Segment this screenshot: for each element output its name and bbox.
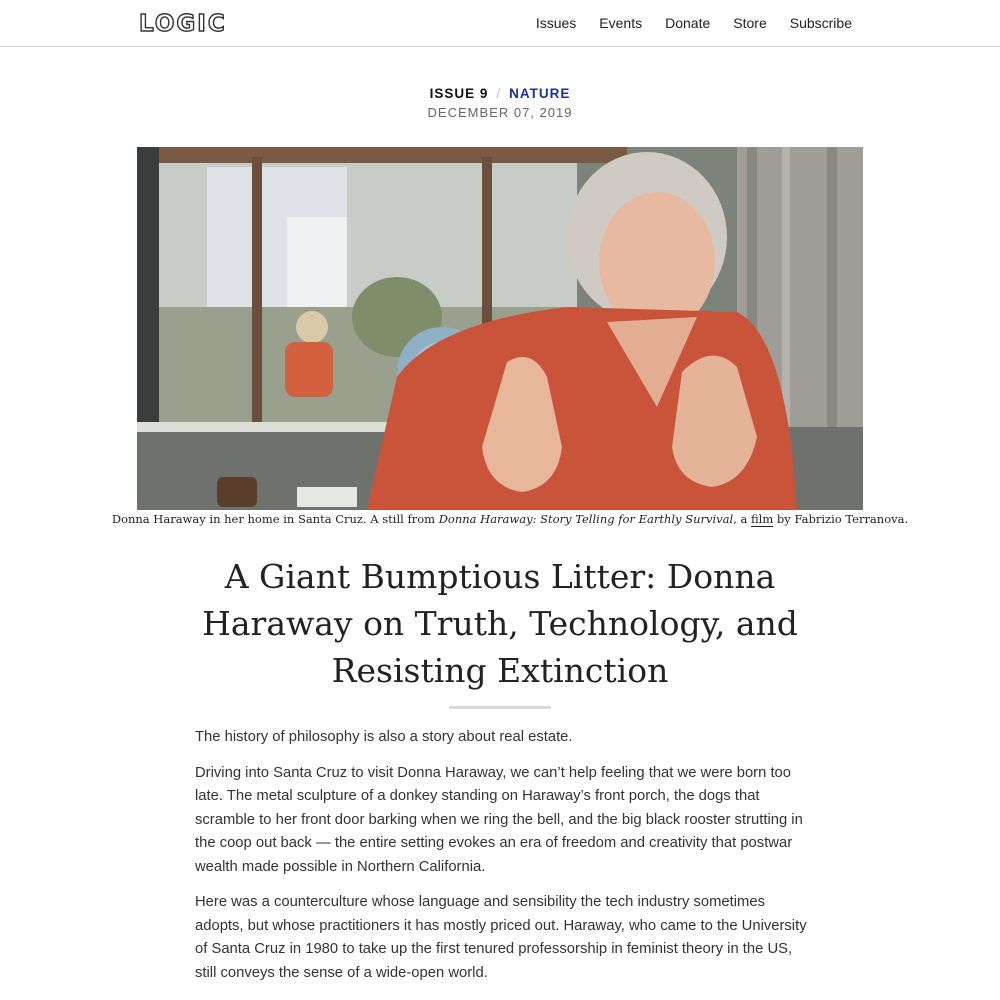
hero-image [137,147,863,510]
caption-text-prefix: Donna Haraway in her home in Santa Cruz. A still from [111,512,439,526]
nav-store[interactable]: Store [733,15,767,31]
nav-subscribe[interactable]: Subscribe [789,15,852,31]
meta-separator: / [496,86,502,101]
caption-film-title: Donna Haraway: Story Telling for Earthly Survival [438,512,734,526]
caption-text-suffix: by Fabrizio Terranova. [773,512,909,526]
publish-date: DECEMBER 07, 2019 [427,105,573,120]
hero-photo [137,147,863,510]
nav-events[interactable]: Events [599,15,643,31]
nav-issues[interactable]: Issues [535,15,577,31]
caption-text-mid: , a [733,512,752,526]
title-divider [449,706,551,709]
article-paragraph-3: Here was a counterculture whose language and sensibility the tech industry sometimes adopts, but whose practitioners it has mostly priced out. Haraway, who came to the University of Santa Cruz in 1980 to take up the first tenured professorship in feminist theory in the US, still conveys the sense of a wide-open world. [195,894,807,981]
nav-donate[interactable]: Donate [665,15,711,31]
article-paragraph-2: Driving into Santa Cruz to visit Donna Haraway, we can’t help feeling that we were born too late. The metal sculpture of a donkey standing on Haraway’s front porch, the dogs that scramble to her front door barking when we ring the bell, and the big black rooster strutting in the coop out back — the entire setting evokes an era of freedom and creativity that postwar wealth made possible in Northern California. [195,764,803,875]
site-header [0,0,1000,47]
article-title: A Giant Bumptious Litter: Donna Haraway on Truth, Technology, and Resisting Extinction [202,557,798,690]
site-logo[interactable]: LOGIC [139,11,227,37]
article-body [195,726,810,997]
main-nav [536,15,852,31]
caption-film-link[interactable]: film [751,512,774,526]
hero-caption [0,512,1000,526]
article-meta [0,86,1000,120]
article-paragraph-1: The history of philosophy is also a story about real estate. [195,729,573,745]
issue-link[interactable]: ISSUE 9 [429,86,489,101]
category-link[interactable]: NATURE [509,86,571,101]
issue-row [0,86,1000,101]
